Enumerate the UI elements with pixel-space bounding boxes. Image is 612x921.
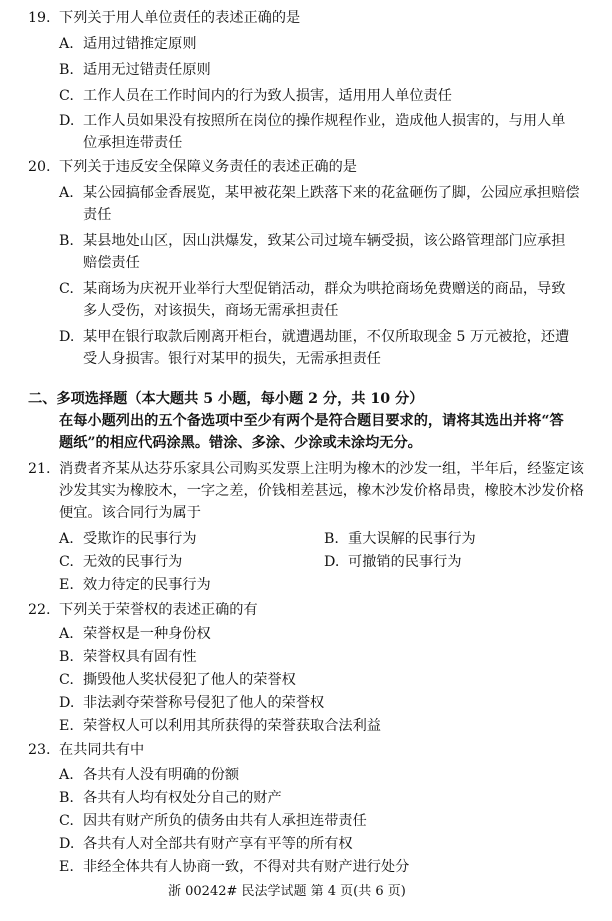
- question-20-option-b: [59, 231, 565, 251]
- section-2-instruction-line-1: 在每小题列出的五个备选项中至少有两个是符合题目要求的，请将其选出并将“答: [59, 413, 564, 429]
- question-number: 20.: [28, 159, 51, 175]
- option-text: 某甲在银行取款后刚离开柜台，就遭遇劫匪，不仅所取现金 5 万元被抢，还遭: [83, 329, 570, 345]
- question-21-option-a: [59, 529, 197, 549]
- option-letter: C.: [59, 554, 74, 570]
- question-22-option-b: [59, 647, 197, 667]
- question-21-option-b: [324, 529, 476, 549]
- question-20-option-d-continued: 受人身损害。银行对某甲的损失，无需承担责任: [83, 351, 381, 367]
- option-text: 各共有人均有权处分自己的财产: [83, 790, 282, 806]
- option-text: 非法剥夺荣誉称号侵犯了他人的荣誉权: [83, 695, 325, 711]
- option-letter: A.: [59, 185, 74, 201]
- section-2-title: 二、多项选择题（本大题共 5 小题，每小题 2 分，共 10 分）: [28, 391, 424, 407]
- question-22-option-c: [59, 670, 296, 690]
- question-19-option-b: [59, 60, 211, 80]
- question-text: 消费者齐某从达芬乐家具公司购买发票上注明为橡木的沙发一组，半年后，经鉴定该: [59, 461, 584, 477]
- option-text: 荣誉权人可以利用其所获得的荣誉获取合法利益: [83, 718, 381, 734]
- question-number: 21.: [28, 461, 51, 477]
- question-19-option-a: [59, 34, 197, 54]
- option-text: 无效的民事行为: [83, 554, 183, 570]
- question-21-stem: [28, 459, 584, 479]
- option-text: 工作人员如果没有按照所在岗位的操作规程作业，造成他人损害的，与用人单: [83, 113, 566, 129]
- question-20-option-d: [59, 327, 569, 347]
- option-letter: A.: [59, 36, 74, 52]
- question-21-option-d: [324, 552, 462, 572]
- option-letter: B.: [59, 649, 74, 665]
- option-text: 重大误解的民事行为: [348, 531, 476, 547]
- question-22-stem: [28, 600, 258, 620]
- option-letter: C.: [59, 672, 74, 688]
- question-23-option-c: [59, 811, 367, 831]
- question-number: 19.: [28, 10, 51, 26]
- option-letter: B.: [59, 790, 74, 806]
- question-22-option-e: [59, 716, 381, 736]
- option-letter: E.: [59, 577, 74, 593]
- option-letter: D.: [59, 329, 75, 345]
- option-letter: B.: [324, 531, 339, 547]
- question-21-option-c: [59, 552, 182, 572]
- option-letter: B.: [59, 62, 74, 78]
- question-text: 下列关于荣誉权的表述正确的有: [59, 602, 258, 618]
- option-text: 某公园搞郁金香展览，某甲被花架上跌落下来的花盆砸伤了脚，公园应承担赔偿: [83, 185, 580, 201]
- question-20-option-c-continued: 多人受伤，对该损失，商场无需承担责任: [83, 303, 339, 319]
- option-text: 各共有人对全部共有财产享有平等的所有权: [83, 836, 353, 852]
- question-19-stem: [28, 8, 300, 28]
- question-20-option-c: [59, 279, 565, 299]
- section-2-instruction-line-2: 题纸”的相应代码涂黑。错涂、多涂、少涂或未涂均无分。: [59, 435, 422, 451]
- option-letter: D.: [324, 554, 340, 570]
- option-letter: A.: [59, 767, 74, 783]
- question-text: 在共同共有中: [59, 742, 145, 758]
- question-20-stem: [28, 157, 357, 177]
- question-21-stem-line-3: 便宜。该合同行为属于: [59, 505, 201, 521]
- question-23-option-a: [59, 765, 239, 785]
- question-19-option-d: [59, 111, 565, 131]
- option-text: 某商场为庆祝开业举行大型促销活动，群众为哄抢商场免费赠送的商品，导致: [83, 281, 566, 297]
- question-23-option-b: [59, 788, 282, 808]
- option-text: 可撤销的民事行为: [348, 554, 462, 570]
- option-letter: D.: [59, 695, 75, 711]
- option-text: 适用无过错责任原则: [83, 62, 211, 78]
- option-text: 荣誉权具有固有性: [83, 649, 197, 665]
- question-22-option-a: [59, 624, 211, 644]
- question-19-option-d-continued: 位承担连带责任: [83, 135, 183, 151]
- question-20-option-b-continued: 赔偿责任: [83, 255, 140, 271]
- question-19-option-c: [59, 86, 452, 106]
- option-text: 某县地处山区，因山洪爆发，致某公司过境车辆受损，该公路管理部门应承担: [83, 233, 566, 249]
- option-text: 适用过错推定原则: [83, 36, 197, 52]
- question-number: 23.: [28, 742, 51, 758]
- option-text: 受欺诈的民事行为: [83, 531, 197, 547]
- question-text: 下列关于用人单位责任的表述正确的是: [59, 10, 301, 26]
- option-letter: E.: [59, 718, 74, 734]
- option-letter: B.: [59, 233, 74, 249]
- option-text: 撕毁他人奖状侵犯了他人的荣誉权: [83, 672, 296, 688]
- option-letter: C.: [59, 813, 74, 829]
- option-letter: A.: [59, 531, 74, 547]
- question-23-option-d: [59, 834, 353, 854]
- option-letter: C.: [59, 281, 74, 297]
- option-letter: C.: [59, 88, 74, 104]
- question-21-option-e: [59, 575, 211, 595]
- question-23-option-e: [59, 857, 409, 877]
- page-footer: 浙 00242# 民法学试题 第 4 页(共 6 页): [168, 884, 406, 899]
- option-text: 因共有财产所负的债务由共有人承担连带责任: [83, 813, 367, 829]
- question-20-option-a-continued: 责任: [83, 207, 112, 223]
- option-text: 工作人员在工作时间内的行为致人损害，适用用人单位责任: [83, 88, 452, 104]
- option-text: 荣誉权是一种身份权: [83, 626, 211, 642]
- question-23-stem: [28, 740, 144, 760]
- question-21-stem-line-2: 沙发其实为橡胶木，一字之差，价钱相差甚远，橡木沙发价格昂贵，橡胶木沙发价格: [59, 483, 584, 499]
- option-text: 效力待定的民事行为: [83, 577, 211, 593]
- option-letter: E.: [59, 859, 74, 875]
- option-letter: D.: [59, 836, 75, 852]
- question-number: 22.: [28, 602, 51, 618]
- question-22-option-d: [59, 693, 324, 713]
- option-letter: A.: [59, 626, 74, 642]
- option-text: 非经全体共有人协商一致，不得对共有财产进行处分: [83, 859, 410, 875]
- question-20-option-a: [59, 183, 580, 203]
- option-text: 各共有人没有明确的份额: [83, 767, 240, 783]
- question-text: 下列关于违反安全保障义务责任的表述正确的是: [59, 159, 357, 175]
- option-letter: D.: [59, 113, 75, 129]
